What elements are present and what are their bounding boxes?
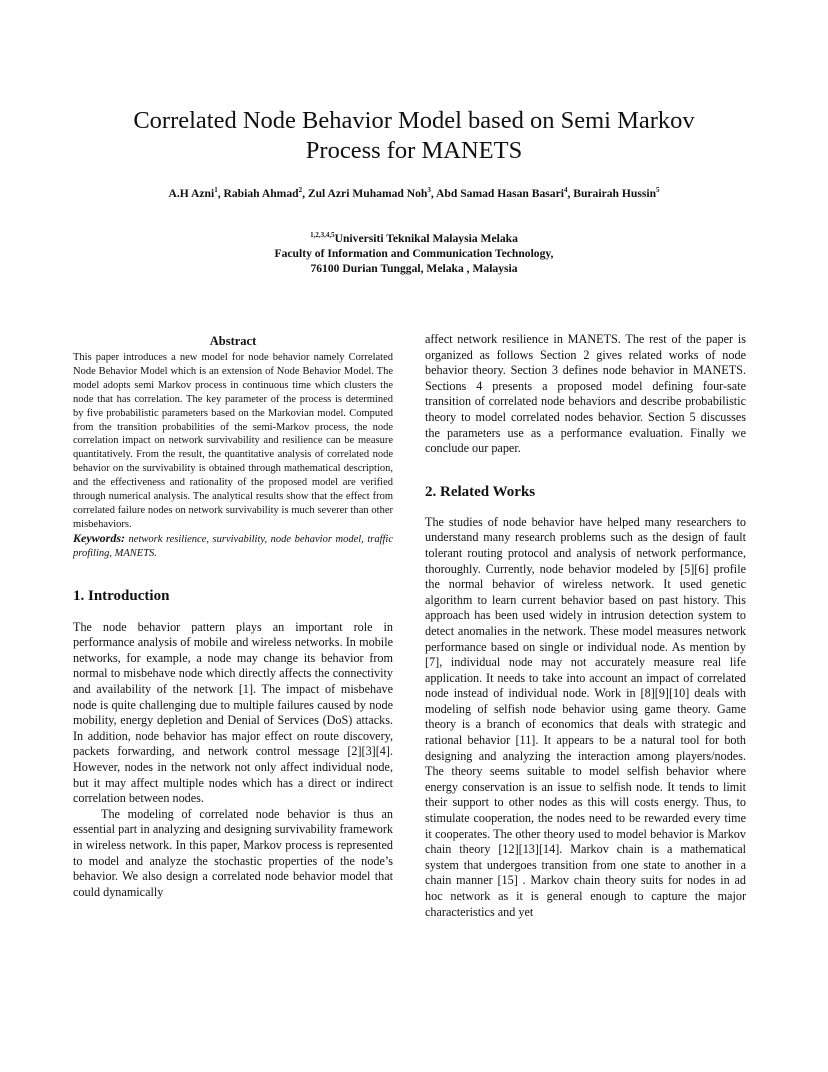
- affiliation-university: Universiti Teknikal Malaysia Melaka: [334, 232, 518, 245]
- left-column: [73, 332, 393, 900]
- author-name: Abd Samad Hasan Basari: [436, 187, 564, 200]
- affiliation: [100, 228, 728, 276]
- author-name: Rabiah Ahmad: [223, 187, 299, 200]
- author-list: A.H Azni$^1$, Rabiah Ahmad$^2$, Zul Azri Muhamad Noh$^3$, Abd Samad Hasan Basari$^4$, Burairah Hussin$^5$: [168, 186, 660, 200]
- abstract-heading: Abstract: [209, 334, 257, 348]
- author-name: A.H Azni: [168, 187, 215, 200]
- affiliation-address: 76100 Durian Tunggal, Melaka , Malaysia: [310, 262, 518, 275]
- keywords-text: network resilience, survivability, node behavior model, traffic profiling, MANETS.: [73, 533, 393, 559]
- section-heading-introduction: 1. Introduction: [73, 587, 170, 604]
- author-name: Burairah Hussin: [573, 187, 657, 200]
- related-works-paragraph: The studies of node behavior have helped many researchers to understand many research problems such as the design of fault tolerant routing protocol and analysis of network performance, thoroughly. Currently, node behavior modeled by [5][6] profile the normal behavior of wireless network. It used genetic algorithm to learn current behavior based on past history. This approach has been used widely in intrusion detection system to detect anomalies in the network. These model measures network performance based on single or individual node. As mention by [7], individual node may not accurately measure real life application. It needs to take into account an impact of correlated node instead of individual node. Work in [8][9][10] deals with modeling of selfish node behavior using game theory. Game theory is a branch of economics that deals with strategic and rational behavior [11]. It appears to be a natural tool for both designing and analyzing the interaction among players/nodes. The theory seems suitable to model selfish behavior where energy conservation is an issue to selfish node. It tends to limit their support to other nodes as this will costs energy. Thus, to stimulate cooperation, the nodes need to be rewarded every time it cooperates. The other theory used to model behavior is Markov chain theory [12][13][14]. Markov chain is a mathematical system that undergoes transition from one state to another in a chain manner [15] . Markov chain theory suits for nodes in ad hoc network as it is general enough to capture the major characteristics and yet: [425, 514, 746, 919]
- paper-title: [60, 106, 768, 166]
- title-line-2: Process for MANETS: [305, 137, 523, 164]
- author-sup: 3: [427, 186, 431, 194]
- abstract-text: This paper introduces a new model for node behavior namely Correlated Node Behavior Model which is an extension of Node Behavior Model. The model adopts semi Markov process in continuous time which clusters the node that has correlation. The key parameter of the process is determined by five probabilistic parameters based on the Markovian model. Computed from the transition probabilities of the semi-Markov process, the node correlation impact on network survivability and resilience can be measure quantitatively. From the result, the quantitative analysis of correlated node behavior on the survivability is obtained through mathematical description, and the effectiveness and rationality of the proposed model are verified through numerical analysis. The analytical results show that the effect from correlated failure nodes on network survivability is much severer than other misbehaviors.: [73, 352, 393, 530]
- right-column: [425, 332, 746, 920]
- introduction-paragraph-2: The modeling of correlated node behavior is thus an essential part in analyzing and designing survivability framework in wireless network. In this paper, Markov process is represented to model and analyze the stochastic properties of the node’s behavior. We also design a correlated node behavior model that could dynamically: [73, 806, 393, 899]
- keywords-label: Keywords:: [73, 530, 125, 545]
- author-sup: 5: [656, 186, 660, 194]
- author-name: Zul Azri Muhamad Noh: [307, 187, 428, 200]
- affiliation-faculty: Faculty of Information and Communication Technology,: [274, 247, 554, 260]
- introduction-paragraph-1: The node behavior pattern plays an important role in performance analysis of mobile and wireless networks. In mobile networks, for example, a node may change its behavior from normal to misbehave node which directly affects the connectivity and availability of the network [1]. The impact of misbehave node is quite challenging due to multiple failures caused by node mobility, energy depletion and Denial of Services (DoS) attacks. In addition, node behavior has major effect on route discovery, packets forwarding, and network control message [2][3][4]. However, nodes in the network not only affect individual node, but it may affect multiple nodes which has a direct or indirect correlation between nodes.: [73, 619, 393, 806]
- author-sup: 2: [298, 186, 303, 194]
- author-sup: 4: [563, 186, 568, 194]
- affiliation-sup: 1,2,3,4,5: [310, 231, 335, 239]
- author-sup: 1: [214, 186, 218, 194]
- section-heading-related-works: 2. Related Works: [425, 483, 536, 500]
- introduction-paragraph-3: affect network resilience in MANETS. The rest of the paper is organized as follows Section 2 gives related works of node behavior theory. Section 3 defines node behavior in MANETS. Sections 4 presents a proposed model defining four-sate transition of correlated node behaviors and describe probabilistic theory to model correlated nodes behavior. Section 5 discusses the parameters use as a performance evaluation. Finally we conclude our paper.: [425, 332, 746, 456]
- keywords: [73, 532, 393, 561]
- title-line-1: Correlated Node Behavior Model based on Semi Markov: [133, 107, 695, 134]
